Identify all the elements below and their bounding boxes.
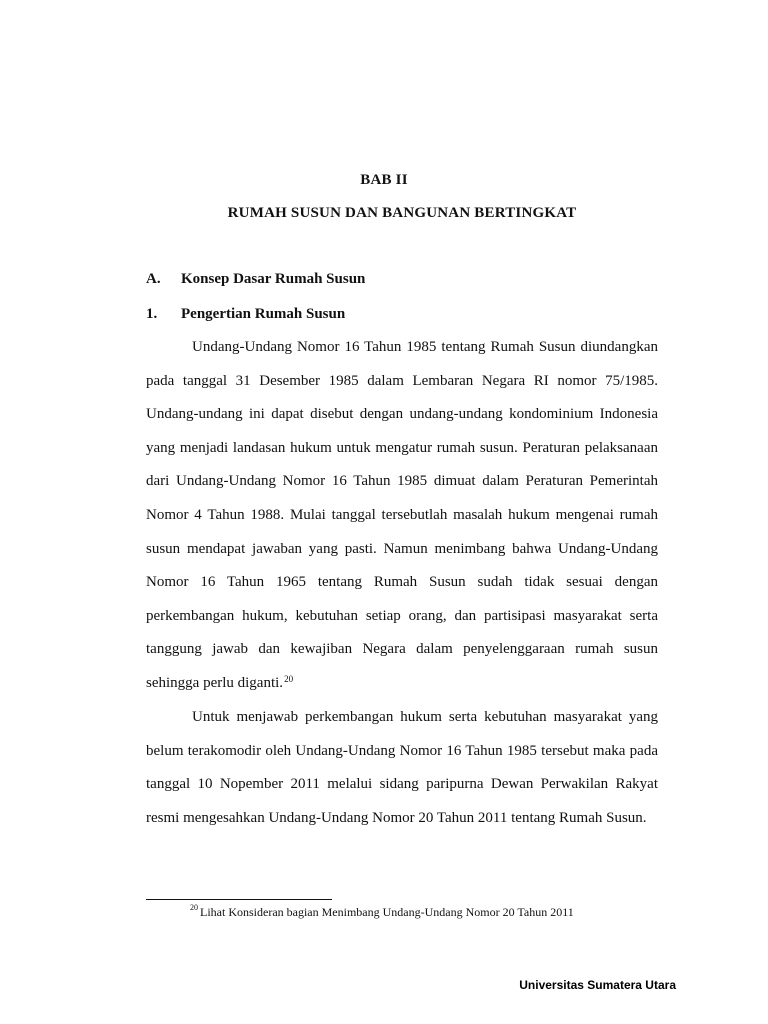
- chapter-title: RUMAH SUSUN DAN BANGUNAN BERTINGKAT: [227, 205, 577, 221]
- footnote-separator: [146, 899, 332, 900]
- subsection-title: Pengertian Rumah Susun: [181, 306, 346, 322]
- body-paragraph: [146, 701, 658, 835]
- footnote-text: Lihat Konsideran bagian Menimbang Undang-Undang Nomor 20 Tahun 2011: [200, 905, 574, 919]
- section-label: A.: [146, 271, 161, 287]
- footer-institution: Universitas Sumatera Utara: [519, 978, 676, 992]
- subsection-label: 1.: [146, 306, 158, 322]
- subsection-heading: [146, 306, 345, 323]
- chapter-number: BAB II: [360, 172, 408, 188]
- body-paragraph: [146, 331, 658, 701]
- section-title: Konsep Dasar Rumah Susun: [181, 271, 366, 287]
- footnote-reference[interactable]: 20: [284, 673, 294, 684]
- paragraph-text: Undang-Undang Nomor 16 Tahun 1985 tentang Rumah Susun diundangkan pada tanggal 31 Desember 1985 dalam Lembaran Negara RI nomor 75/1985. Undang-undang ini dapat disebut dengan undang-undang kondominium Indonesia yang menjadi landasan hukum untuk mengatur rumah susun. Peraturan pelaksanaan dari Undang-Undang Nomor 16 Tahun 1985 dimuat dalam Peraturan Pemerintah Nomor 4 Tahun 1988. Mulai tanggal tersebutlah masalah hukum mengenai rumah susun mendapat jawaban yang pasti. Namun menimbang bahwa Undang-Undang Nomor 16 Tahun 1965 tentang Rumah Susun sudah tidak sesuai dengan perkembangan hukum, kebutuhan setiap orang, dan partisipasi masyarakat serta tanggung jawab dan kewajiban Negara dalam penyelenggaraan rumah susun sehingga perlu diganti.: [146, 339, 658, 691]
- footnote: [190, 905, 574, 920]
- paragraph-text: Untuk menjawab perkembangan hukum serta kebutuhan masyarakat yang belum terakomodir oleh Undang-Undang Nomor 16 Tahun 1985 tersebut maka pada tanggal 10 Nopember 2011 melalui sidang paripurna Dewan Perwakilan Rakyat resmi mengesahkan Undang-Undang Nomor 20 Tahun 2011 tentang Rumah Susun.: [146, 709, 658, 826]
- footnote-number: 20: [190, 903, 198, 912]
- section-heading: [146, 271, 365, 288]
